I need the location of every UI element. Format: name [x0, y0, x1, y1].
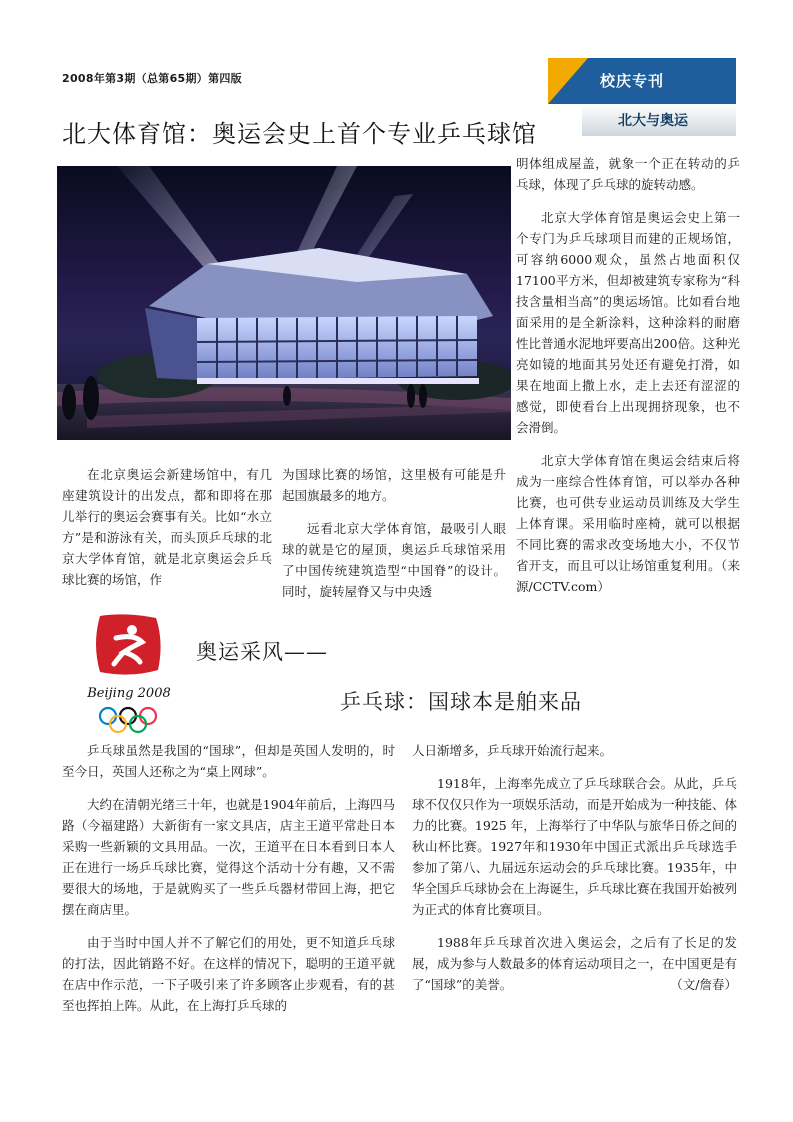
paragraph: 大约在清朝光绪三十年，也就是1904年前后，上海四马路（今福建路）大新街有一家文具店，店主王道平常赴日本采购一些新颖的文具用品。一次，王道平在日本看到日本人正在进行一场乒乓球比赛，觉得这个活动十分有趣，又不需要很大的场地，于是就购买了一些乒乓器材带回上海，把它摆在商店里。 — [62, 797, 395, 917]
section-banner — [548, 58, 736, 138]
issue-line: 2008年第3期（总第65期）第四版 — [62, 72, 242, 85]
paragraph: 北京大学体育馆是奥运会史上第一个专门为乒乓球项目而建的正规场馆，可容纳6000观众，虽然占地面积仅17100平方米，但却被建筑专家称为“科技含量相当高”的奥运场馆。比如看台地面采用的是全新涂料，这种涂料的耐磨性比普通水泥地坪要高出200倍。这种光亮如镜的地面其另处还有避免打滑，如果在地面上撒上水，走上去还有涩涩的感觉，即使看台上出现拥挤现象，也不会滑倒。 — [516, 210, 740, 435]
banner-subtitle: 北大与奥运 — [618, 113, 688, 129]
paragraph: 1918年，上海率先成立了乒乓球联合会。从此，乒乓球不仅仅只作为一项娱乐活动，而是开始成为一种技能、体力的比赛。1925 年，上海举行了中华队与旅华日侨之间的秋山杯比赛。1927年和1930年中国正式派出乒乓球选手参加了第八、九届远东运动会的乒乓球比赛。1935年，中华全国乒乓球协会在上海诞生，乒乓球比赛在我国开始被列为正式的体育比赛项目。 — [412, 776, 738, 917]
banner-triangle — [548, 58, 588, 104]
paragraph: 明体组成屋盖，就象一个正在转动的乒乓球，体现了乒乓球的旋转动感。 — [516, 156, 740, 192]
article1-column-b — [282, 464, 506, 602]
article1-title: 北大体育馆：奥运会史上首个专业乒乓球馆 — [62, 120, 537, 148]
gymnasium-photo — [57, 166, 511, 440]
banner-title: 校庆专刊 — [600, 72, 665, 90]
beijing-2008-logo — [86, 612, 172, 736]
article2-column-right — [412, 740, 737, 995]
paragraph: 人日渐增多，乒乓球开始流行起来。 — [412, 743, 613, 758]
article1-column-a — [62, 464, 272, 590]
paragraph — [412, 932, 737, 995]
logo-text: Beijing 2008 — [87, 686, 171, 701]
article2-title-line1: 奥运采风—— — [196, 640, 328, 664]
article1-right-column — [516, 153, 740, 597]
author-credit: （文/詹春） — [670, 977, 737, 992]
article2-title-line2: 乒乓球：国球本是舶来品 — [340, 690, 582, 714]
article2-column-left — [62, 740, 395, 1016]
paragraph: 在北京奥运会新建场馆中，有几座建筑设计的出发点，都和即将在那儿举行的奥运会赛事有关。比如“水立方”是和游泳有关，而头顶乒乓球的北京大学体育馆，就是北京奥运会乒乓球比赛的场馆，作 — [62, 467, 272, 587]
banner-subtitle-box — [582, 104, 736, 136]
gymnasium-illustration — [57, 166, 511, 440]
paragraph: 乒乓球虽然是我国的“国球”，但却是英国人发明的，时至今日，英国人还称之为“桌上网球”。 — [62, 743, 395, 779]
paragraph: 北京大学体育馆在奥运会结束后将成为一座综合性体育馆，可以举办各种比赛，也可供专业运动员训练及大学生上体育课。采用临时座椅，就可以根据不同比赛的需求改变场地大小，不仅节省开支，而且可以让场馆重复利用。（来源/CCTV.com） — [516, 453, 740, 594]
olympic-emblem-icon — [86, 612, 172, 736]
paragraph: 远看北京大学体育馆，最吸引人眼球的就是它的屋顶，奥运乒乓球馆采用了中国传统建筑造型“中国脊”的设计。同时，旋转屋脊又与中央透 — [282, 521, 506, 599]
paragraph: 为国球比赛的场馆，这里极有可能是升起国旗最多的地方。 — [282, 467, 506, 503]
paragraph-text: 1988年乒乓球首次进入奥运会，之后有了长足的发展，成为参与人数最多的体育运动项目之一，在中国更是有了“国球”的美誉。 — [412, 935, 738, 992]
paragraph: 由于当时中国人并不了解它们的用处，更不知道乒乓球的打法，因此销路不好。在这样的情况下，聪明的王道平就在店中作示范，一下子吸引来了许多顾客止步观看，有的甚至也挥拍上阵。从此，在上海打乒乓球的 — [62, 935, 395, 1013]
